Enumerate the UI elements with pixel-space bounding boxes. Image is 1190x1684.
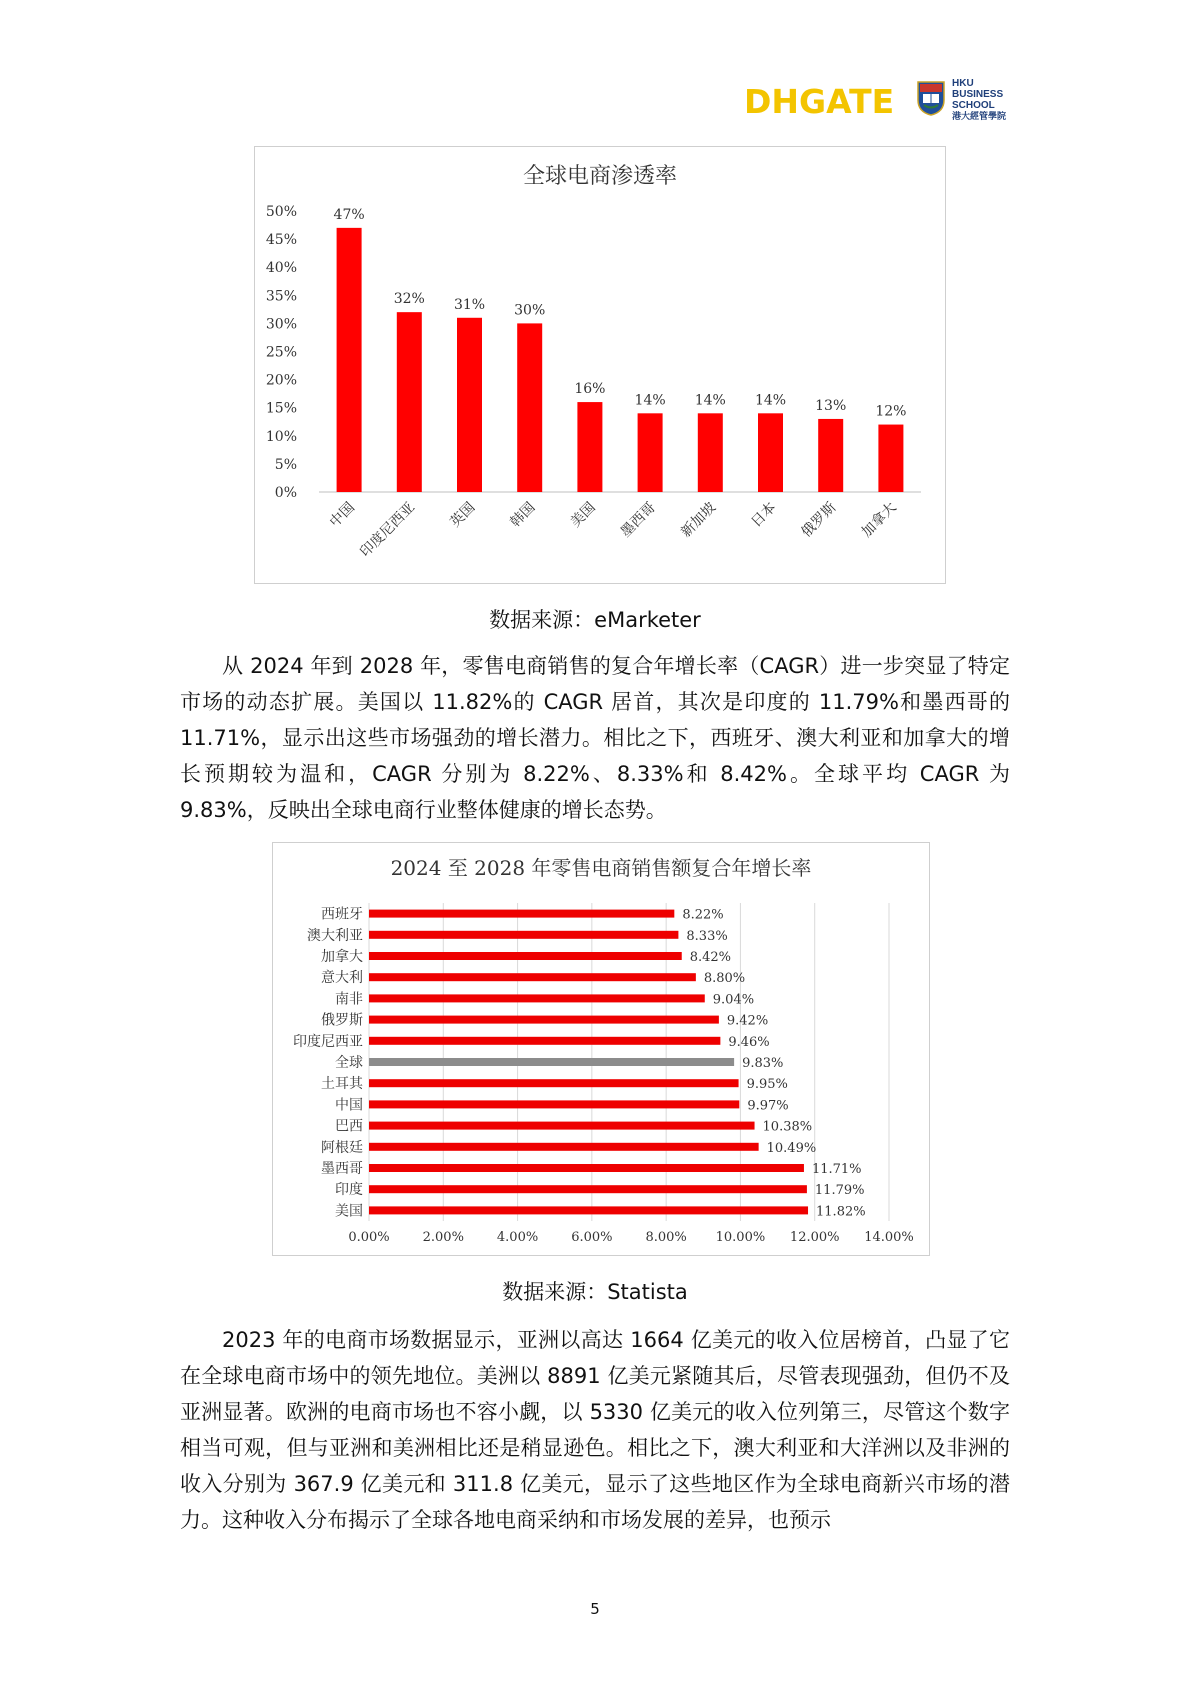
chart2-bar: [369, 1164, 804, 1172]
hku-line3: SCHOOL: [952, 100, 995, 111]
chart2-bar: [369, 952, 682, 960]
chart1-ytick: 0%: [274, 485, 297, 501]
chart2-bar: [369, 1100, 739, 1108]
chart2-xtick: 12.00%: [789, 1230, 840, 1245]
chart1-bar: [818, 419, 843, 492]
cagr-chart-frame: [272, 842, 930, 1256]
chart2-bar: [369, 1185, 807, 1193]
chart2-data-label: 8.42%: [689, 950, 732, 965]
chart1-bar: [878, 425, 903, 492]
chart2-ytick: 中国: [335, 1097, 363, 1114]
chart2-data-label: 9.95%: [746, 1077, 788, 1093]
chart2-ytick: 印度尼西亚: [293, 1033, 363, 1050]
chart2-ytick: 墨西哥: [321, 1161, 363, 1177]
chart1-xtick: 加拿大: [858, 499, 900, 541]
chart1-xtick: 墨西哥: [617, 499, 659, 541]
chart2-data-label: 8.33%: [686, 928, 728, 944]
header-logos: [744, 74, 1014, 124]
cagr-chart: [273, 843, 929, 1255]
chart1-bar: [758, 413, 783, 492]
chart2-data-label: 9.97%: [747, 1098, 789, 1114]
chart1-ytick: 15%: [265, 400, 297, 417]
chart1-xtick: 中国: [326, 499, 358, 531]
chart1-data-label: 14%: [754, 392, 787, 409]
chart2-bar: [369, 1058, 734, 1066]
chart2-bar: [369, 994, 705, 1002]
hku-business-school-logo: [952, 78, 1006, 122]
page-number: 5: [590, 1600, 600, 1618]
hku-line1: HKU: [952, 78, 974, 89]
chart1-xtick: 英国: [447, 499, 479, 531]
chart2-data-label: 11.82%: [816, 1204, 866, 1220]
chart1-xtick: 印度尼西亚: [357, 499, 419, 561]
chart2-xtick: 10.00%: [715, 1230, 766, 1245]
chart2-source: 数据来源：Statista: [502, 1280, 688, 1304]
chart2-data-label: 11.79%: [814, 1183, 865, 1199]
chart1-ytick: 5%: [274, 456, 297, 473]
chart1-title: 全球电商渗透率: [522, 164, 678, 189]
chart1-ytick: 30%: [265, 316, 297, 333]
chart2-xtick: 6.00%: [571, 1230, 613, 1245]
chart2-bar: [369, 1122, 755, 1130]
chart2-data-label: 8.80%: [703, 971, 746, 987]
chart1-ytick: 40%: [265, 260, 297, 277]
chart1-data-label: 32%: [393, 291, 425, 308]
chart2-ytick: 巴西: [335, 1118, 363, 1135]
chart2-data-label: 9.04%: [712, 992, 755, 1008]
chart2-data-label: 9.46%: [728, 1034, 770, 1050]
chart2-ytick: 阿根廷: [321, 1139, 363, 1156]
chart2-data-label: 11.71%: [811, 1162, 862, 1177]
chart2-xtick: 2.00%: [422, 1230, 464, 1245]
chart2-data-label: 10.38%: [762, 1119, 813, 1135]
chart2-xtick: 8.00%: [645, 1230, 687, 1245]
chart2-title: 2024 至 2028 年零售电商销售额复合年增长率: [390, 856, 812, 880]
chart1-data-label: 47%: [333, 206, 365, 223]
chart1-data-label: 12%: [875, 403, 907, 420]
chart2-ytick: 俄罗斯: [321, 1012, 363, 1029]
chart1-bar: [577, 402, 602, 492]
chart1-bar: [397, 312, 422, 492]
chart2-data-label: 9.42%: [726, 1013, 769, 1029]
paragraph-2: [180, 1322, 1010, 1538]
chart1-bar: [517, 323, 542, 492]
paragraph-2-text: 2023 年的电商市场数据显示，亚洲以高达 1664 亿美元的收入位居榜首，凸显了它在全球电商市场中的领先地位。美洲以 8891 亿美元紧随其后，尽管表现强劲，但仍不及亚洲显著。欧洲的电商市场也不容小觑，以 5330 亿美元的收入位列第三，尽管这个数字相当可观，但与亚洲和美洲相比还是稍显逊色。相比之下，澳大利亚和大洋洲以及非洲的收入分别为 367.9 亿美元和 311.8 亿美元，显示了这些地区作为全球电商新兴市场的潜力。这种收入分布揭示了全球各地电商采纳和市场发展的差异，也预示: [180, 1328, 1010, 1532]
chart2-bar: [369, 1037, 720, 1045]
chart1-data-label: 13%: [815, 397, 847, 414]
chart2-xtick: 0.00%: [348, 1230, 390, 1245]
chart1-bar: [457, 318, 482, 492]
penetration-chart-frame: [254, 146, 946, 584]
chart2-xtick: 4.00%: [496, 1230, 539, 1245]
chart1-ytick: 35%: [265, 288, 297, 305]
chart1-data-label: 31%: [453, 296, 486, 313]
hku-line4: 港大經管學院: [952, 111, 1007, 121]
chart2-ytick: 印度: [335, 1182, 363, 1199]
chart2-bar: [369, 910, 674, 918]
chart2-ytick: 美国: [335, 1203, 363, 1220]
chart2-ytick: 意大利: [321, 970, 363, 987]
chart1-bar: [698, 413, 723, 492]
dhgate-logo: DHGATE: [744, 82, 895, 121]
chart1-ytick: 10%: [265, 428, 297, 445]
chart2-bar: [369, 1079, 739, 1087]
chart2-ytick: 南非: [335, 991, 363, 1008]
chart2-ytick: 全球: [335, 1055, 363, 1071]
chart2-data-label: 10.49%: [766, 1140, 817, 1156]
chart1-source: 数据来源：eMarketer: [489, 608, 701, 632]
chart1-data-label: 30%: [514, 302, 546, 319]
chart2-bar: [369, 1143, 759, 1151]
chart2-ytick: 土耳其: [321, 1076, 363, 1093]
chart1-xtick: 日本: [748, 499, 780, 531]
penetration-chart: [255, 147, 945, 583]
chart2-data-label: 9.83%: [742, 1056, 784, 1071]
chart2-bar: [369, 1206, 808, 1214]
chart1-xtick: 新加坡: [678, 499, 720, 541]
chart1-ytick: 45%: [265, 232, 297, 249]
hku-line2: BUSINESS: [952, 89, 1004, 100]
chart1-bar: [638, 413, 663, 492]
chart1-xtick: 韩国: [507, 499, 539, 531]
paragraph-1-text: 从 2024 年到 2028 年，零售电商销售的复合年增长率（CAGR）进一步突显了特定市场的动态扩展。美国以 11.82%的 CAGR 居首，其次是印度的 11.79%和墨西哥的11.71%，显示出这些市场强劲的增长潜力。相比之下，西班牙、澳大利亚和加拿大的增长预期较为温和，CAGR 分别为 8.22%、8.33%和 8.42%。全球平均 CAGR 为9.83%，反映出全球电商行业整体健康的增长态势。: [180, 654, 1010, 822]
chart2-ytick: 西班牙: [321, 906, 363, 923]
chart1-data-label: 14%: [694, 392, 726, 409]
chart1-xtick: 美国: [567, 499, 599, 531]
hku-crest-icon: [916, 80, 946, 116]
chart1-ytick: 50%: [265, 204, 297, 220]
chart1-ytick: 25%: [265, 344, 297, 361]
paragraph-1: [180, 648, 1010, 828]
chart2-ytick: 加拿大: [321, 949, 363, 965]
chart1-data-label: 16%: [574, 381, 606, 398]
chart2-data-label: 8.22%: [682, 907, 724, 923]
chart2-bar: [369, 1016, 719, 1024]
chart1-bar: [337, 228, 362, 492]
chart2-ytick: 澳大利亚: [307, 927, 363, 944]
chart2-bar: [369, 931, 678, 939]
chart2-bar: [369, 973, 696, 981]
chart1-xtick: 俄罗斯: [798, 499, 840, 541]
chart1-data-label: 14%: [634, 392, 666, 409]
chart2-xtick: 14.00%: [864, 1230, 914, 1245]
chart1-ytick: 20%: [265, 372, 297, 389]
